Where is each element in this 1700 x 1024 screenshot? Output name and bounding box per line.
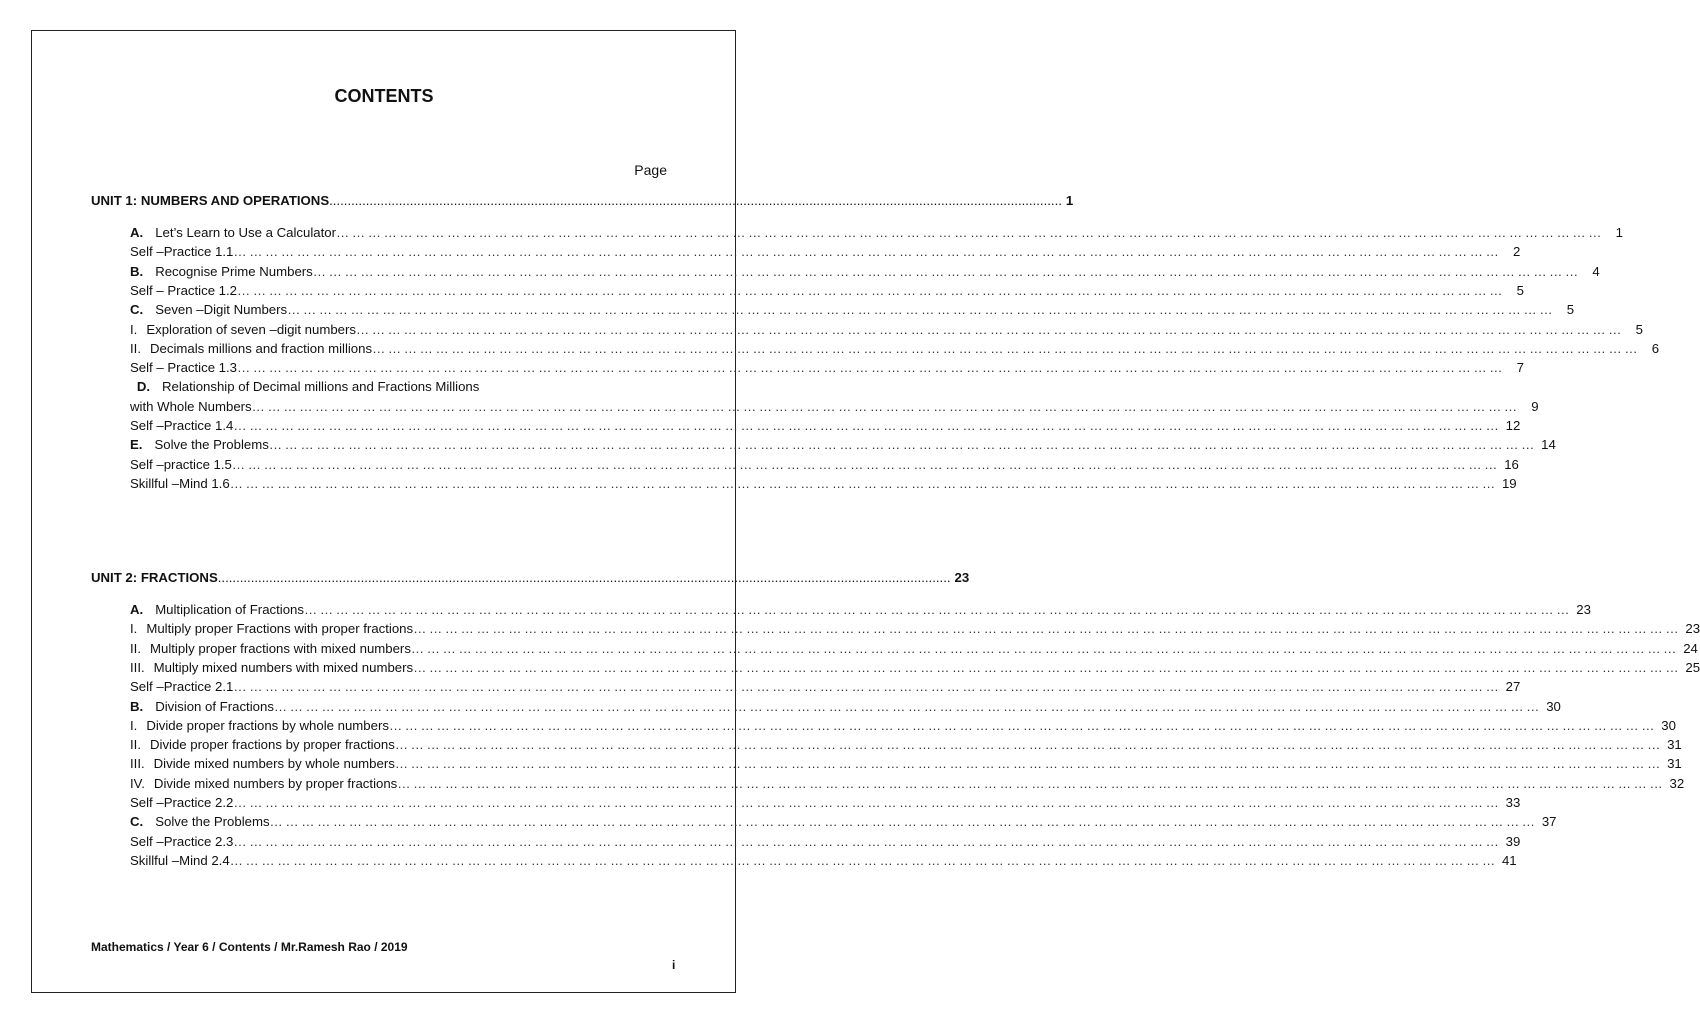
leader-dots: … … … … … … … … … … … … … … … … … … … … … … … … … … … … … … … … … … … … … … … … … … … … … … … … … … … … … … … … … … … … … … … … … … … … … … … … … … … … … … … … xyxy=(388,717,1654,733)
leader-dots: … … … … … … … … … … … … … … … … … … … … … … … … … … … … … … … … … … … … … … … … … … … … … … … … … … … … … … … … … … … … … … … … … … … … … … … … … … … … … … … … xyxy=(233,679,1499,695)
unit-heading-title: UNIT 2: FRACTIONS xyxy=(91,570,218,585)
entry-page-number: 31 xyxy=(1667,737,1682,753)
toc-entry[interactable] xyxy=(130,360,1524,379)
entry-label: Multiply proper Fractions with proper fractions xyxy=(146,621,414,637)
leader-dots: … … … … … … … … … … … … … … … … … … … … … … … … … … … … … … … … … … … … … … … … … … … … … … … … … … … … … … … … … … … … … … … … … … … … … … … … … … … … … … … … xyxy=(303,602,1569,617)
toc-entry[interactable] xyxy=(130,244,1521,263)
leader-dots: ........................................................................................................................................................................................................ xyxy=(329,193,1062,208)
entry-page-number: 32 xyxy=(1669,775,1685,791)
subsection-numeral: III. xyxy=(130,756,145,772)
entry-label: Seven –Digit Numbers xyxy=(155,302,288,318)
entry-page-number: 12 xyxy=(1505,418,1521,433)
entry-page-number: 4 xyxy=(1592,263,1600,279)
toc-entry[interactable] xyxy=(130,814,1557,833)
leader-dots: … … … … … … … … … … … … … … … … … … … … … … … … … … … … … … … … … … … … … … … … … … … … … … … … … … … … … … … … … … … … … … … … … … … … … … … … … … … … … … … … xyxy=(269,814,1535,830)
leader-dots: … … … … … … … … … … … … … … … … … … … … … … … … … … … … … … … … … … … … … … … … … … … … … … … … … … … … … … … … … … … … … … … … … … … … … … … … … … … … … … … … xyxy=(394,756,1660,772)
entry-page-number: 25 xyxy=(1685,659,1700,675)
toc-entry[interactable] xyxy=(130,640,1698,660)
entry-label: Self –practice 1.5 xyxy=(130,456,232,472)
entry-page-number: 41 xyxy=(1501,852,1517,868)
subsection-numeral: III. xyxy=(130,659,145,675)
section-letter: D. xyxy=(136,379,150,395)
leader-dots: … … … … … … … … … … … … … … … … … … … … … … … … … … … … … … … … … … … … … … … … … … … … … … … … … … … … … … … … … … … … … … … … … … … … … … … … … … … … … … … … xyxy=(410,640,1676,656)
leader-dots: … … … … … … … … … … … … … … … … … … … … … … … … … … … … … … … … … … … … … … … … … … … … … … … … … … … … … … … … … … … … … … … … … … … … … … … … … … … … … … … … xyxy=(233,795,1499,810)
unit-heading xyxy=(91,570,970,585)
subsection-numeral: IV. xyxy=(130,775,145,791)
entry-page-number: 19 xyxy=(1501,475,1517,491)
page-number: i xyxy=(672,958,676,972)
entry-label: Multiply proper fractions with mixed numbers xyxy=(150,640,411,656)
leader-dots: … … … … … … … … … … … … … … … … … … … … … … … … … … … … … … … … … … … … … … … … … … … … … … … … … … … … … … … … … … … … … … … … … … … … … … … … … … … … … … … … xyxy=(394,737,1660,753)
unit-heading xyxy=(91,193,1074,208)
entry-label: Divide proper fractions by whole numbers xyxy=(146,717,389,733)
toc-entry[interactable] xyxy=(130,379,660,398)
entry-label: Multiplication of Fractions xyxy=(155,602,304,617)
section-letter: E. xyxy=(130,437,143,453)
entry-label: Divide mixed numbers by whole numbers xyxy=(153,756,395,772)
toc-entry[interactable] xyxy=(130,282,1524,302)
entry-page-number: 1 xyxy=(1615,225,1623,240)
entry-label: Recognise Prime Numbers xyxy=(155,263,313,279)
toc-entry[interactable] xyxy=(130,717,1676,737)
leader-dots: … … … … … … … … … … … … … … … … … … … … … … … … … … … … … … … … … … … … … … … … … … … … … … … … … … … … … … … … … … … … … … … … … … … … … … … … … … … … … … … … xyxy=(251,398,1517,414)
entry-page-number: 5 xyxy=(1635,321,1643,337)
toc-entry[interactable] xyxy=(130,340,1660,360)
leader-dots: … … … … … … … … … … … … … … … … … … … … … … … … … … … … … … … … … … … … … … … … … … … … … … … … … … … … … … … … … … … … … … … … … … … … … … … … … … … … … … … … xyxy=(231,456,1497,472)
entry-label: Self –Practice 1.1 xyxy=(130,244,234,260)
toc-entry[interactable] xyxy=(130,398,1539,418)
leader-dots: … … … … … … … … … … … … … … … … … … … … … … … … … … … … … … … … … … … … … … … … … … … … … … … … … … … … … … … … … … … … … … … … … … … … … … … … … … … … … … … … xyxy=(273,698,1539,714)
entry-label: Skillful –Mind 2.4 xyxy=(130,852,230,868)
toc-entry[interactable] xyxy=(130,659,1700,679)
toc-entry[interactable] xyxy=(130,302,1575,321)
entry-page-number: 23 xyxy=(1685,621,1700,637)
subsection-numeral: I. xyxy=(130,717,138,733)
toc-entry[interactable] xyxy=(130,456,1519,476)
unit-heading-page: 1 xyxy=(1065,193,1074,208)
entry-page-number: 14 xyxy=(1541,437,1556,453)
toc-entry[interactable] xyxy=(130,321,1643,341)
leader-dots: … … … … … … … … … … … … … … … … … … … … … … … … … … … … … … … … … … … … … … … … … … … … … … … … … … … … … … … … … … … … … … … … … … … … … … … … … … … … … … … … xyxy=(287,302,1553,318)
entry-label: with Whole Numbers xyxy=(130,398,252,414)
subsection-numeral: II. xyxy=(130,340,141,356)
toc-entry[interactable] xyxy=(130,263,1600,283)
toc-entry[interactable] xyxy=(130,418,1521,437)
entry-page-number: 16 xyxy=(1504,456,1519,472)
toc-entry[interactable] xyxy=(130,602,1591,621)
entry-page-number: 6 xyxy=(1651,340,1660,356)
subsection-numeral: I. xyxy=(130,321,138,337)
entry-label: Exploration of seven –digit numbers xyxy=(146,321,356,337)
leader-dots: … … … … … … … … … … … … … … … … … … … … … … … … … … … … … … … … … … … … … … … … … … … … … … … … … … … … … … … … … … … … … … … … … … … … … … … … … … … … … … … … xyxy=(312,263,1578,279)
entry-label: Self – Practice 1.2 xyxy=(130,282,238,298)
entry-page-number: 5 xyxy=(1516,282,1524,298)
entry-label: Self –Practice 1.4 xyxy=(130,418,234,433)
entry-label: Self –Practice 2.1 xyxy=(130,679,234,695)
entry-label: Solve the Problems xyxy=(154,437,269,453)
leader-dots: … … … … … … … … … … … … … … … … … … … … … … … … … … … … … … … … … … … … … … … … … … … … … … … … … … … … … … … … … … … … … … … … … … … … … … … … … … … … … … … … xyxy=(413,621,1679,637)
leader-dots: … … … … … … … … … … … … … … … … … … … … … … … … … … … … … … … … … … … … … … … … … … … … … … … … … … … … … … … … … … … … … … … … … … … … … … … … … … … … … … … … xyxy=(268,437,1534,453)
leader-dots: … … … … … … … … … … … … … … … … … … … … … … … … … … … … … … … … … … … … … … … … … … … … … … … … … … … … … … … … … … … … … … … … … … … … … … … … … … … … … … … … xyxy=(237,282,1502,298)
entry-label: Divide proper fractions by proper fractions xyxy=(150,737,395,753)
entry-label: Solve the Problems xyxy=(155,814,270,830)
leader-dots: … … … … … … … … … … … … … … … … … … … … … … … … … … … … … … … … … … … … … … … … … … … … … … … … … … … … … … … … … … … … … … … … … … … … … … … … … … … … … … … … xyxy=(237,360,1502,376)
leader-dots: … … … … … … … … … … … … … … … … … … … … … … … … … … … … … … … … … … … … … … … … … … … … … … … … … … … … … … … … … … … … … … … … … … … … … … … … … … … … … … … … xyxy=(233,833,1499,849)
toc-entry[interactable] xyxy=(130,225,1623,244)
toc-entry[interactable] xyxy=(130,833,1521,853)
subsection-numeral: II. xyxy=(130,737,141,753)
entry-page-number: 30 xyxy=(1661,717,1676,733)
entry-page-number: 9 xyxy=(1531,398,1539,414)
leader-dots: ........................................................................................................................................................................................................ xyxy=(217,570,951,585)
page-column-label: Page xyxy=(634,162,667,178)
entry-page-number: 27 xyxy=(1505,679,1521,695)
entry-page-number: 33 xyxy=(1505,795,1521,810)
leader-dots: … … … … … … … … … … … … … … … … … … … … … … … … … … … … … … … … … … … … … … … … … … … … … … … … … … … … … … … … … … … … … … … … … … … … … … … … … … … … … … … … xyxy=(229,852,1495,868)
toc-entry[interactable] xyxy=(130,756,1682,775)
entry-label: Let’s Learn to Use a Calculator xyxy=(155,225,337,240)
footer-text: Mathematics / Year 6 / Contents / Mr.Ramesh Rao / 2019 xyxy=(91,940,408,954)
entry-page-number: 30 xyxy=(1546,698,1561,714)
entry-label: Division of Fractions xyxy=(155,698,274,714)
section-letter: B. xyxy=(130,698,144,714)
entry-label: Relationship of Decimal millions and Fractions Millions xyxy=(162,379,480,395)
toc-entry[interactable] xyxy=(130,698,1561,718)
unit-heading-title: UNIT 1: NUMBERS AND OPERATIONS xyxy=(91,193,330,208)
entry-page-number: 39 xyxy=(1505,833,1521,849)
entry-label: Decimals millions and fraction millions xyxy=(150,340,373,356)
toc-entry[interactable] xyxy=(130,679,1521,698)
toc-entry[interactable] xyxy=(130,775,1685,795)
leader-dots: … … … … … … … … … … … … … … … … … … … … … … … … … … … … … … … … … … … … … … … … … … … … … … … … … … … … … … … … … … … … … … … … … … … … … … … … … … … … … … … … xyxy=(336,225,1601,240)
entry-page-number: 23 xyxy=(1576,602,1591,617)
leader-dots: … … … … … … … … … … … … … … … … … … … … … … … … … … … … … … … … … … … … … … … … … … … … … … … … … … … … … … … … … … … … … … … … … … … … … … … … … … … … … … … … xyxy=(229,475,1495,491)
toc-entry[interactable] xyxy=(130,795,1521,814)
entry-label: Skillful –Mind 1.6 xyxy=(130,475,230,491)
leader-dots: … … … … … … … … … … … … … … … … … … … … … … … … … … … … … … … … … … … … … … … … … … … … … … … … … … … … … … … … … … … … … … … … … … … … … … … … … … … … … … … … xyxy=(397,775,1663,791)
unit-heading-page: 23 xyxy=(954,570,970,585)
toc-entry[interactable] xyxy=(130,737,1682,756)
entry-page-number: 37 xyxy=(1541,814,1557,830)
subsection-numeral: I. xyxy=(130,621,138,637)
section-letter: A. xyxy=(130,602,144,617)
entry-label: Self – Practice 1.3 xyxy=(130,360,238,376)
entry-page-number: 2 xyxy=(1512,244,1521,260)
entry-label: Divide mixed numbers by proper fractions xyxy=(153,775,398,791)
entry-page-number: 31 xyxy=(1667,756,1682,772)
section-letter: C. xyxy=(130,814,144,830)
entry-page-number: 24 xyxy=(1683,640,1698,656)
toc-entry[interactable] xyxy=(130,437,1556,456)
entry-page-number: 7 xyxy=(1516,360,1524,376)
section-letter: B. xyxy=(130,263,144,279)
entry-page-number: 5 xyxy=(1566,302,1575,318)
toc-entry[interactable] xyxy=(130,852,1517,872)
entry-label: Self –Practice 2.2 xyxy=(130,795,234,810)
leader-dots: … … … … … … … … … … … … … … … … … … … … … … … … … … … … … … … … … … … … … … … … … … … … … … … … … … … … … … … … … … … … … … … … … … … … … … … … … … … … … … … … xyxy=(355,321,1621,337)
section-letter: C. xyxy=(130,302,144,318)
toc-entry[interactable] xyxy=(130,475,1517,495)
leader-dots: … … … … … … … … … … … … … … … … … … … … … … … … … … … … … … … … … … … … … … … … … … … … … … … … … … … … … … … … … … … … … … … … … … … … … … … … … … … … … … … … xyxy=(413,659,1679,675)
toc-entry[interactable] xyxy=(130,621,1700,640)
entry-label: Multiply mixed numbers with mixed numbers xyxy=(153,659,414,675)
leader-dots: … … … … … … … … … … … … … … … … … … … … … … … … … … … … … … … … … … … … … … … … … … … … … … … … … … … … … … … … … … … … … … … … … … … … … … … … … … … … … … … … xyxy=(233,244,1499,260)
page-title: CONTENTS xyxy=(334,86,434,106)
leader-dots: … … … … … … … … … … … … … … … … … … … … … … … … … … … … … … … … … … … … … … … … … … … … … … … … … … … … … … … … … … … … … … … … … … … … … … … … … … … … … … … … xyxy=(233,418,1499,433)
section-letter: A. xyxy=(130,225,144,240)
leader-dots: … … … … … … … … … … … … … … … … … … … … … … … … … … … … … … … … … … … … … … … … … … … … … … … … … … … … … … … … … … … … … … … … … … … … … … … … … … … … … … … … xyxy=(372,340,1638,356)
subsection-numeral: II. xyxy=(130,640,141,656)
entry-label: Self –Practice 2.3 xyxy=(130,833,234,849)
